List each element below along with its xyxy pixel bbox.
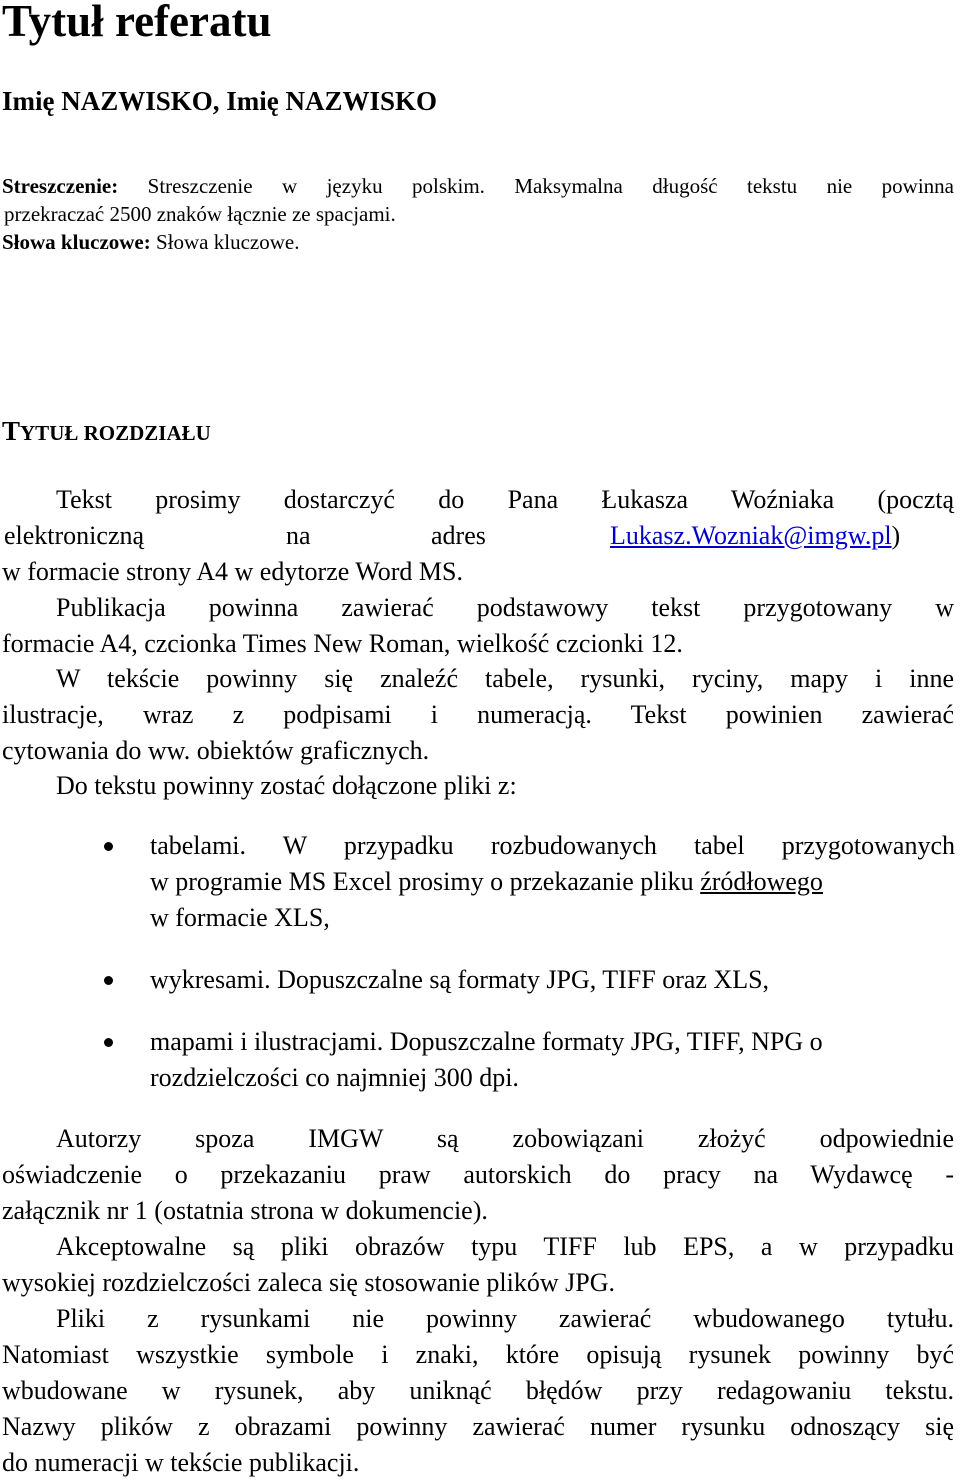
- paragraph-1-line-3: w formacie strony A4 w edytorze Word MS.: [2, 557, 464, 586]
- paragraph-attachments: [2, 768, 954, 804]
- paragraph-7-line-1: Pliki z rysunkami nie powinny zawierać wbudowanego tytułu.: [56, 1304, 954, 1333]
- chapter-heading-initial: T: [2, 416, 21, 446]
- paragraph-6-line-1: Akceptowalne są pliki obrazów typu TIFF lub EPS, a w przypadku: [56, 1232, 954, 1261]
- list-item-text: [150, 962, 955, 998]
- paragraph-copyright: [2, 1121, 954, 1229]
- paragraph-5-line-2: oświadczenie o przekazaniu praw autorskich do pracy na Wydawcę -: [2, 1160, 954, 1189]
- paragraph-2-line-2: formacie A4, czcionka Times New Roman, wielkość czcionki 12.: [2, 629, 683, 658]
- list-item-text: [150, 828, 955, 936]
- paragraph-format: [2, 590, 954, 662]
- paragraph-1-line-1: Tekst prosimy dostarczyć do Pana Łukasza Woźniaka (pocztą: [56, 485, 954, 514]
- paragraph-5-line-1: Autorzy spoza IMGW są zobowiązani złożyć odpowiednie: [56, 1124, 954, 1153]
- paragraph-2-line-1: Publikacja powinna zawierać podstawowy tekst przygotowany w: [56, 593, 954, 622]
- list-item-3-line-1: mapami i ilustracjami. Dopuszczalne formaty JPG, TIFF, NPG o: [150, 1027, 823, 1056]
- list-item-2-line-1: wykresami. Dopuszczalne są formaty JPG, TIFF oraz XLS,: [150, 965, 770, 994]
- paragraph-4-line-1: Do tekstu powinny zostać dołączone pliki z:: [56, 771, 517, 800]
- keywords-line: [2, 228, 954, 256]
- paragraph-3-line-2: ilustracje, wraz z podpisami i numeracją. Tekst powinien zawierać: [2, 700, 954, 729]
- paragraph-7-line-2: Natomiast wszystkie symbole i znaki, które opisują rysunek powinny być: [2, 1340, 954, 1369]
- list-item-1-line-3: w formacie XLS,: [150, 903, 330, 932]
- abstract-block: [2, 172, 954, 256]
- list-item-1-word-zrodlowego: źródłowego: [700, 867, 823, 896]
- paragraph-1-line-2: [2, 518, 954, 554]
- authors-line: Imię NAZWISKO, Imię NAZWISKO: [2, 86, 438, 116]
- paragraph-7-line-4: Nazwy plików z obrazami powinny zawierać numer rysunku odnoszący się: [2, 1412, 954, 1441]
- paragraph-3-line-1: W tekście powinny się znaleźć tabele, rysunki, ryciny, mapy i inne: [56, 664, 954, 693]
- list-item-1-line-2: [150, 864, 955, 900]
- email-link[interactable]: Lukasz.Wozniak@imgw.pl: [610, 521, 892, 550]
- paragraph-figure-files: [2, 1301, 954, 1481]
- paragraph-5-line-3: załącznik nr 1 (ostatnia strona w dokumencie).: [2, 1196, 488, 1225]
- chapter-heading-rest: YTUŁ ROZDZIAŁU: [20, 421, 211, 445]
- bullet-icon: [104, 1038, 113, 1047]
- list-item-3-line-2: rozdzielczości co najmniej 300 dpi.: [150, 1063, 519, 1092]
- paragraph-image-formats: [2, 1229, 954, 1301]
- paragraph-7-line-5: do numeracji w tekście publikacji.: [2, 1448, 360, 1477]
- list-item-1-line-2-a: w programie MS Excel prosimy o przekazanie pliku: [150, 867, 701, 896]
- paper-title: Tytuł referatu: [2, 0, 272, 46]
- bullet-icon: [104, 842, 113, 851]
- list-item-text: [150, 1024, 955, 1096]
- keywords-text: Słowa kluczowe.: [150, 230, 300, 254]
- paragraph-7-line-3: wbudowane w rysunek, aby uniknąć błędów przy redagowaniu tekstu.: [2, 1376, 954, 1405]
- chapter-heading: [2, 414, 211, 450]
- abstract-text-1: Streszczenie w języku polskim. Maksymalna długość tekstu nie powinna: [118, 174, 954, 198]
- paragraph-1-email-wrap: [610, 518, 900, 554]
- abstract-label: Streszczenie:: [2, 174, 119, 198]
- paragraph-figures: [2, 661, 954, 769]
- paragraph-submission: [2, 482, 954, 590]
- paragraph-1-word-elektroniczna: elektroniczną: [4, 521, 145, 550]
- paragraph-1-word-adres: adres: [431, 521, 486, 550]
- list-item-1-line-1: tabelami. W przypadku rozbudowanych tabel przygotowanych: [150, 831, 955, 860]
- abstract-line-1: [2, 172, 954, 200]
- paragraph-1-word-na: na: [286, 521, 311, 550]
- bullet-icon: [104, 976, 113, 985]
- keywords-label: Słowa kluczowe:: [2, 230, 151, 254]
- abstract-text-2: przekraczać 2500 znaków łącznie ze spacjami.: [4, 202, 396, 226]
- paragraph-6-line-2: wysokiej rozdzielczości zaleca się stosowanie plików JPG.: [2, 1268, 615, 1297]
- paragraph-3-line-3: cytowania do ww. obiektów graficznych.: [2, 736, 430, 765]
- paragraph-1-close-paren: ): [891, 521, 901, 550]
